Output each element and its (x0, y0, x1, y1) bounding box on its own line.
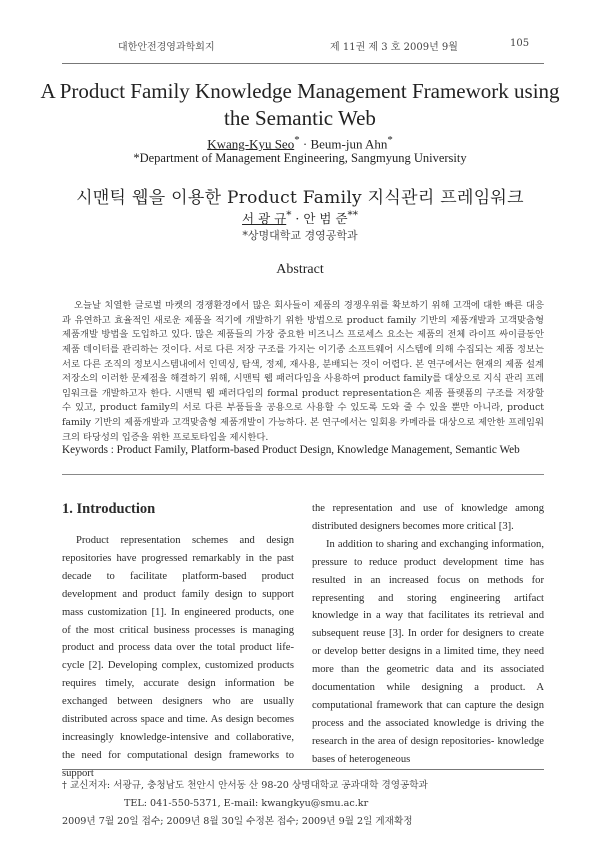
intro-paragraph-1-continued: the representation and use of knowledge among distributed designers becomes more critical [3]. (312, 503, 544, 532)
contact-info: TEL: 041-550-5371, E-mail: kwangkyu@smu.ac.kr (124, 798, 369, 809)
author-separator-ko: · (291, 211, 304, 227)
author-2-en: Beum-jun Ahn (310, 136, 388, 152)
issue-info: 제 11권 제 3 호 2009년 9월 (330, 42, 458, 53)
english-title-line-1: A Product Family Knowledge Management Framework using (40, 79, 560, 103)
journal-name: 대한안전경영과학회지 (118, 42, 215, 53)
author-1-ko-mark: * (286, 209, 292, 221)
abstract-heading: Abstract (276, 262, 324, 277)
section-heading: 1. Introduction (62, 501, 156, 517)
english-authors (40, 134, 560, 152)
author-1-ko: 서 광 규 (242, 211, 287, 227)
intro-paragraph-1: Product representation schemes and design repositories have progressed remarkably in the past decade to facilitate platform-based product development and product family design to support mass customization [1]. In engineered products, one of the most critical business processes is managing product and process data over the total product life-cycle [2]. Developing complex, customized products requires timely, accurate design information be exchanged between designers who are usually distributed across space and time. As design becomes increasingly knowledge-intensive and collaborative, the need for computational design frameworks to support (62, 535, 294, 779)
english-title-line-2: the Semantic Web (224, 106, 376, 130)
keywords: Keywords : Product Family, Platform-based Product Design, Knowledge Management, Semantic Web (62, 444, 520, 456)
author-1-en: Kwang-Kyu Seo (207, 136, 295, 152)
abstract-divider (62, 474, 544, 475)
page-number: 105 (510, 38, 530, 49)
abstract-body: 오늘날 치열한 글로벌 마켓의 경쟁환경에서 많은 회사들이 제품의 경쟁우위를 확보하기 위해 고객에 대한 빠른 대응과 유연하고 효율적인 새로운 제품을 적기에 개발하기 위한 방법으로 product family 기반의 제품개발과 고객맞춤형 제품개발 방법을 도입하고 있다. 많은 제품들의 가장 중요한 비즈니스 프로세스 요소는 제품의 전체 라이프 싸이클동안 제품 데이터를 관리하는 것이다. 서로 다른 저장 구조를 가지는 이기종 소프트웨어 시스템에 의해 수집되는 제품 정보는 서로 다른 조직의 정보시스템내에서 인덱싱, 탐색, 정제, 재사용, 분배되는 것이 어렵다. 본 연구에서는 현재의 제품 설계 저장소의 이러한 문제점을 해결하기 위해, 시맨틱 웹 패러다임을 사용하여 product family를 대상으로 지식 관리 프레임워크를 개발하고자 한다. 시맨틱 웹 패러다임의 formal product representation은 제품 플랫폼의 구조를 저장할 수 있고, product family의 서로 다른 부품들을 공용으로 사용할 수 있도록 도와 줄 수 있을 뿐만 아니라, product family 기반의 제품개발과 고객맞춤형 제품개발이 가능하다. 본 연구에서는 일회용 카메라를 대상으로 제안한 프레임워크의 타당성의 입증을 위한 프로토타입을 제시한다. (62, 300, 544, 443)
english-title (40, 78, 560, 132)
footnote-divider (62, 769, 544, 770)
author-2-ko: 안 범 준 (303, 211, 348, 227)
intro-paragraph-2: In addition to sharing and exchanging information, pressure to reduce product development time has resulted in an increased focus on methods for representing and storing engineering artifact knowledge in a way that facilitates its retrieval and subsequent reuse [3]. In order for designers to create or develop better designs in a limited time, they need more than the geometric data and its associated documentation while designing a product. A computational framework that can capture the design process and the associated knowledge is driving the research in the area of design repositories- knowledge bases of heterogeneous (312, 538, 544, 765)
korean-authors (40, 209, 560, 227)
header-divider (62, 63, 544, 64)
author-2-ko-mark: ** (347, 209, 358, 221)
korean-affiliation: *상명대학교 경영공학과 (242, 229, 358, 242)
author-separator-en: · (299, 136, 311, 152)
author-2-en-mark: * (387, 134, 393, 146)
author-1-en-mark: * (294, 134, 300, 146)
corresponding-author: † 교신저자: 서광규, 충청남도 천안시 안서동 산 98-20 상명대학교 공과대학 경영공학과 (62, 780, 428, 791)
english-affiliation: *Department of Management Engineering, Sangmyung University (133, 151, 467, 165)
korean-title: 시맨틱 웹을 이용한 Product Family 지식관리 프레임워크 (76, 188, 524, 208)
footnote (62, 777, 544, 831)
right-column (312, 500, 544, 769)
running-header (0, 36, 600, 54)
left-column (62, 501, 294, 783)
submission-dates: 2009년 7월 20일 접수; 2009년 8월 30일 수정본 접수; 2009년 9월 2일 게재확정 (62, 816, 413, 827)
